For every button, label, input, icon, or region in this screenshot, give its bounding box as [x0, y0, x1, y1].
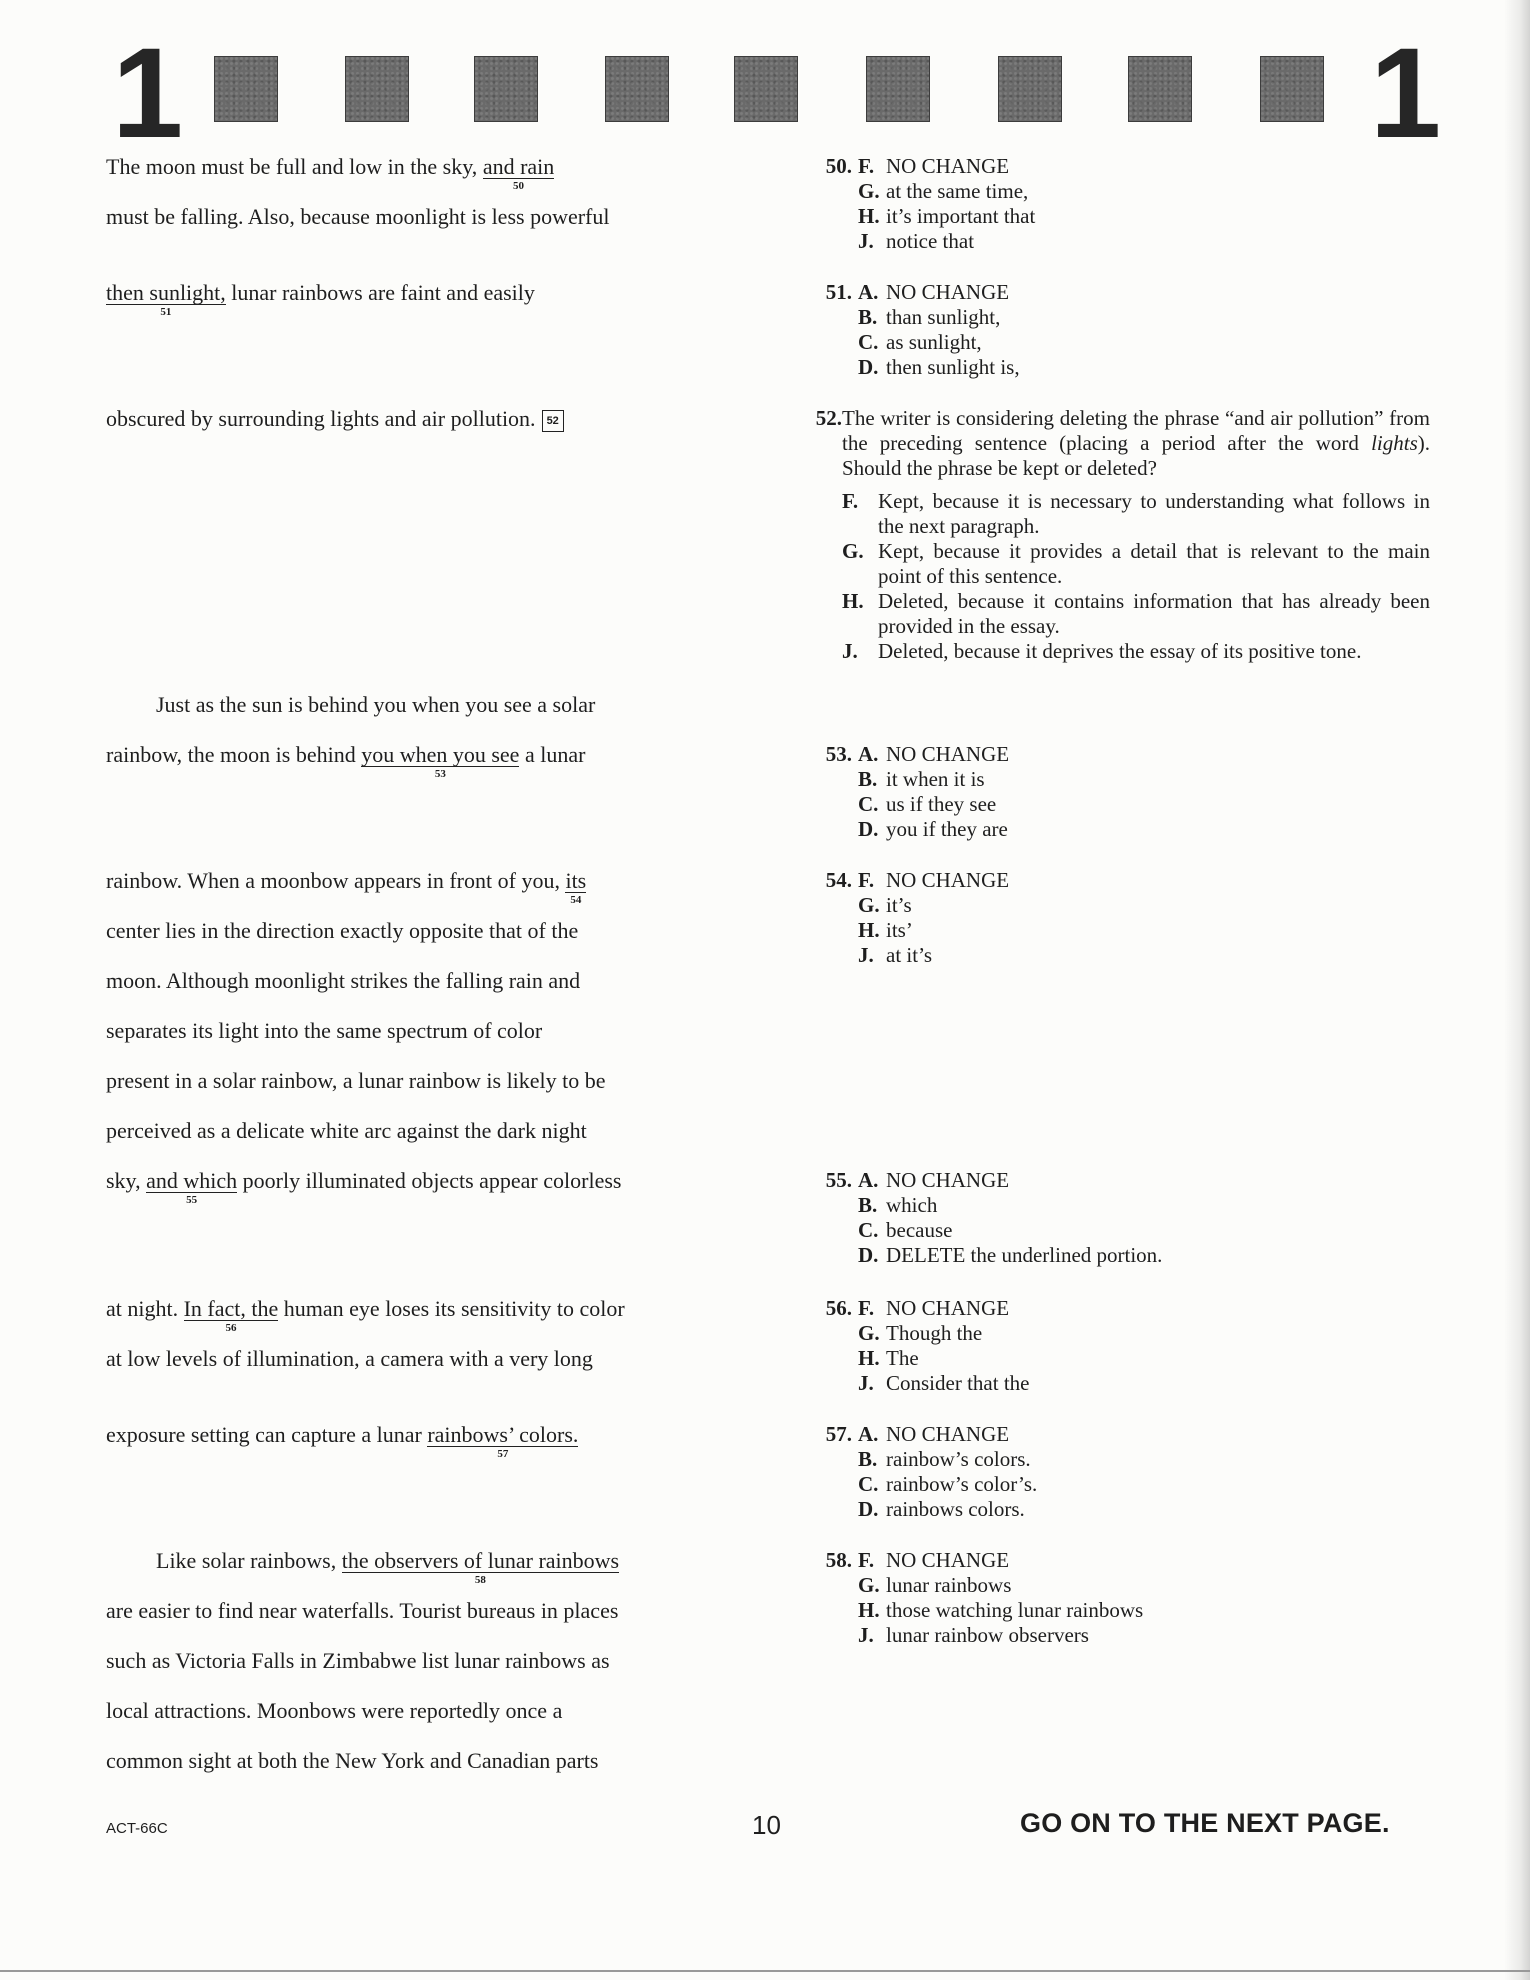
choice-letter: J. [842, 639, 858, 663]
passage-text: sky, [106, 1168, 147, 1193]
choice-text: Kept, because it is necessary to understanding what follows in the next paragraph. [878, 489, 1430, 538]
scan-edge-shadow [1504, 0, 1530, 1980]
answer-choice[interactable] [790, 1422, 1430, 1447]
choice-letter: F. [858, 868, 875, 892]
passage-line [106, 1748, 599, 1774]
question-55 [790, 1168, 1430, 1268]
question-stem: The writer is considering deleting the phrase “and air pollution” from the preceding sentence (placing a period after the word lights). Should the phrase be kept or deleted? [842, 406, 1430, 480]
choice-text: NO CHANGE [886, 1168, 1010, 1192]
answer-choice[interactable] [790, 1371, 1430, 1396]
underlined-text: you when you see [361, 742, 520, 767]
passage-line [106, 868, 587, 906]
choice-text: those watching lunar rainbows [886, 1598, 1144, 1622]
choice-letter: H. [842, 589, 864, 613]
header-square [605, 56, 669, 122]
choice-text: NO CHANGE [886, 868, 1010, 892]
answer-choice[interactable] [790, 539, 1430, 589]
choice-letter: J. [858, 1371, 874, 1395]
passage-text: such as Victoria Falls in Zimbabwe list lunar rainbows as [106, 1648, 610, 1673]
answer-choice[interactable] [790, 1472, 1430, 1497]
underlined-portion [341, 1548, 620, 1586]
question-53 [790, 742, 1430, 842]
choice-text: because [886, 1218, 953, 1242]
choice-letter: A. [858, 1422, 879, 1446]
section-number-left: 1 [112, 22, 184, 165]
answer-choice[interactable] [790, 589, 1430, 639]
choice-text: Though the [886, 1321, 983, 1345]
passage-text: moon. Although moonlight strikes the falling rain and [106, 968, 581, 993]
choice-text: lunar rainbows [886, 1573, 1012, 1597]
answer-choice[interactable] [790, 639, 1430, 664]
underline-question-number: 56 [225, 1322, 237, 1334]
underlined-text: In fact, the [183, 1296, 279, 1321]
choice-text: NO CHANGE [886, 154, 1010, 178]
passage-line [106, 1422, 579, 1460]
choice-text: then sunlight is, [886, 355, 1020, 379]
go-on-next-page: GO ON TO THE NEXT PAGE. [1020, 1808, 1390, 1838]
passage-line [106, 154, 555, 192]
choice-text: notice that [886, 229, 975, 253]
question-number: 57. [825, 1422, 852, 1446]
answer-choice[interactable] [790, 1623, 1430, 1648]
header-square [1128, 56, 1192, 122]
choice-text: NO CHANGE [886, 1422, 1010, 1446]
choice-letter: B. [858, 305, 878, 329]
choice-letter: D. [858, 817, 879, 841]
passage-text: present in a solar rainbow, a lunar rainbow is likely to be [106, 1068, 606, 1093]
choice-letter: C. [858, 330, 879, 354]
underlined-portion [361, 742, 520, 780]
choice-letter: C. [858, 1218, 879, 1242]
header-square [214, 56, 278, 122]
answer-choice[interactable] [790, 1243, 1430, 1268]
question-number: 52. [815, 406, 842, 430]
answer-choice[interactable] [790, 355, 1430, 380]
passage-line [106, 280, 535, 318]
underlined-text: then sunlight, [106, 280, 226, 305]
answer-choice[interactable] [790, 489, 1430, 539]
underlined-portion [427, 1422, 579, 1460]
passage-line [106, 742, 586, 780]
header-square [734, 56, 798, 122]
answer-choice[interactable] [790, 204, 1430, 229]
passage-text: at night. [106, 1296, 184, 1321]
choice-letter: A. [858, 1168, 879, 1192]
choice-text: it’s [886, 893, 912, 917]
choice-text: you if they are [886, 817, 1008, 841]
choice-text: which [886, 1193, 938, 1217]
passage-text: center lies in the direction exactly opposite that of the [106, 918, 579, 943]
question-number: 54. [825, 868, 852, 892]
passage-text: at low levels of illumination, a camera with a very long [106, 1346, 593, 1371]
answer-choice[interactable] [790, 330, 1430, 355]
question-number: 55. [825, 1168, 852, 1192]
underline-question-number: 53 [434, 768, 446, 780]
passage-text: The moon must be full and low in the sky, [106, 154, 483, 179]
choice-text: Deleted, because it contains information that has already been provided in the essay. [878, 589, 1430, 638]
answer-choice[interactable] [790, 229, 1430, 254]
choice-letter: H. [858, 1598, 880, 1622]
answer-choice[interactable] [790, 868, 1430, 893]
choice-letter: G. [858, 1321, 880, 1345]
passage-text: human eye loses its sensitivity to color [278, 1296, 625, 1321]
answer-choice[interactable] [790, 1296, 1430, 1321]
passage-line [106, 1068, 606, 1094]
answer-choice[interactable] [790, 280, 1430, 305]
underlined-text: rainbows’ colors. [427, 1422, 579, 1447]
choice-letter: C. [858, 792, 879, 816]
passage-line [106, 204, 610, 230]
passage-line [106, 1296, 625, 1334]
underline-question-number: 51 [160, 306, 172, 318]
choice-letter: D. [858, 1497, 879, 1521]
choice-text: it’s important that [886, 204, 1036, 228]
choice-letter: F. [858, 1548, 875, 1572]
passage-line [156, 1548, 620, 1586]
choice-letter: B. [858, 1447, 878, 1471]
header-square [1260, 56, 1324, 122]
answer-choice[interactable] [790, 1497, 1430, 1522]
choice-letter: G. [858, 1573, 880, 1597]
choice-letter: J. [858, 229, 874, 253]
question-51 [790, 280, 1430, 380]
question-57 [790, 1422, 1430, 1522]
answer-choice[interactable] [790, 792, 1430, 817]
question-number: 58. [825, 1548, 852, 1572]
choice-text: DELETE the underlined portion. [886, 1243, 1163, 1267]
underlined-portion [106, 280, 226, 318]
question-number: 50. [825, 154, 852, 178]
choice-letter: C. [858, 1472, 879, 1496]
question-number: 53. [825, 742, 852, 766]
passage-text: Just as the sun is behind you when you see a solar [156, 692, 596, 717]
answer-choice[interactable] [790, 893, 1430, 918]
underlined-text: and which [146, 1168, 238, 1193]
question-54 [790, 868, 1430, 968]
section-number-right: 1 [1370, 22, 1442, 165]
passage-line [106, 1018, 542, 1044]
choice-text: lunar rainbow observers [886, 1623, 1089, 1647]
passage-line [106, 1598, 618, 1624]
choice-letter: F. [842, 489, 859, 513]
choice-letter: B. [858, 1193, 878, 1217]
answer-choice[interactable] [790, 154, 1430, 179]
choice-letter: H. [858, 1346, 880, 1370]
answer-choice[interactable] [790, 1346, 1430, 1371]
choice-letter: F. [858, 154, 875, 178]
passage-text: common sight at both the New York and Canadian parts [106, 1748, 599, 1773]
passage-line [106, 1168, 622, 1206]
passage-text: perceived as a delicate white arc against the dark night [106, 1118, 587, 1143]
passage-text: are easier to find near waterfalls. Tourist bureaus in places [106, 1598, 619, 1623]
passage-text: exposure setting can capture a lunar [106, 1422, 428, 1447]
boxed-question-number: 52 [542, 410, 564, 432]
answer-choice[interactable] [790, 742, 1430, 767]
answer-choice[interactable] [790, 179, 1430, 204]
underline-question-number: 54 [570, 894, 582, 906]
passage-line [106, 1118, 587, 1144]
underline-question-number: 57 [497, 1448, 509, 1460]
choice-text: than sunlight, [886, 305, 1001, 329]
page-number: 10 [752, 1810, 781, 1840]
answer-choice[interactable] [790, 1218, 1430, 1243]
question-58 [790, 1548, 1430, 1648]
underlined-text: and rain [482, 154, 555, 179]
header-square [866, 56, 930, 122]
passage-line [106, 918, 578, 944]
passage-text: local attractions. Moonbows were reportedly once a [106, 1698, 563, 1723]
passage-line [106, 406, 564, 432]
question-number: 56. [825, 1296, 852, 1320]
choice-text: NO CHANGE [886, 1548, 1010, 1572]
answer-choice[interactable] [790, 1321, 1430, 1346]
choice-letter: D. [858, 355, 879, 379]
answer-choice[interactable] [790, 1193, 1430, 1218]
test-code: ACT-66C [106, 1820, 168, 1837]
scan-bottom-edge [0, 1970, 1530, 1972]
choice-letter: D. [858, 1243, 879, 1267]
answer-choice[interactable] [790, 1447, 1430, 1472]
question-50 [790, 154, 1430, 254]
passage-line [106, 968, 580, 994]
choice-text: us if they see [886, 792, 997, 816]
passage-line [106, 1648, 610, 1674]
choice-text: Consider that the [886, 1371, 1030, 1395]
underlined-text: its [565, 868, 587, 893]
choice-text: Kept, because it provides a detail that is relevant to the main point of this sentence. [878, 539, 1430, 588]
choice-text: NO CHANGE [886, 742, 1010, 766]
answer-choice[interactable] [790, 1168, 1430, 1193]
question-52 [790, 406, 1430, 664]
choice-text: it when it is [886, 767, 985, 791]
choice-text: NO CHANGE [886, 280, 1010, 304]
choice-letter: H. [858, 204, 880, 228]
choice-text: its’ [886, 918, 913, 942]
header-square [474, 56, 538, 122]
underlined-portion [146, 1168, 238, 1206]
choice-text: as sunlight, [886, 330, 982, 354]
choice-letter: B. [858, 767, 878, 791]
choice-text: rainbows colors. [886, 1497, 1025, 1521]
answer-choice[interactable] [790, 1598, 1430, 1623]
passage-line [156, 692, 595, 718]
passage-text: obscured by surrounding lights and air pollution. [106, 406, 536, 431]
passage-text: separates its light into the same spectrum of color [106, 1018, 543, 1043]
choice-letter: F. [858, 1296, 875, 1320]
answer-choice[interactable] [790, 943, 1430, 968]
underlined-portion [183, 1296, 279, 1334]
answer-choice[interactable] [790, 767, 1430, 792]
answer-choice[interactable] [790, 1548, 1430, 1573]
header-square-bar [0, 0, 1530, 140]
answer-choice[interactable] [790, 918, 1430, 943]
choice-letter: A. [858, 280, 879, 304]
question-number: 51. [825, 280, 852, 304]
choice-letter: G. [858, 179, 880, 203]
choice-letter: J. [858, 1623, 874, 1647]
choice-letter: J. [858, 943, 874, 967]
underlined-portion [482, 154, 555, 192]
choice-letter: H. [858, 918, 880, 942]
choice-text: rainbow’s color’s. [886, 1472, 1038, 1496]
passage-text: must be falling. Also, because moonlight is less powerful [106, 204, 610, 229]
underlined-text: the observers of lunar rainbows [341, 1548, 620, 1573]
header-square [345, 56, 409, 122]
underline-question-number: 50 [513, 180, 525, 192]
choice-text: NO CHANGE [886, 1296, 1010, 1320]
passage-text: rainbow. When a moonbow appears in front of you, [106, 868, 566, 893]
choice-text: Deleted, because it deprives the essay of its positive tone. [878, 639, 1362, 663]
passage-text: lunar rainbows are faint and easily [225, 280, 535, 305]
choice-text: rainbow’s colors. [886, 1447, 1031, 1471]
choice-letter: G. [858, 893, 880, 917]
underlined-portion [565, 868, 587, 906]
passage-text: a lunar [519, 742, 586, 767]
question-56 [790, 1296, 1430, 1396]
choice-text: at it’s [886, 943, 933, 967]
passage-line [106, 1698, 562, 1724]
passage-line [106, 1346, 593, 1372]
underline-question-number: 55 [186, 1194, 198, 1206]
answer-choice[interactable] [790, 1573, 1430, 1598]
choice-letter: A. [858, 742, 879, 766]
choice-letter: G. [842, 539, 864, 563]
choice-text: The [886, 1346, 919, 1370]
passage-text: Like solar rainbows, [156, 1548, 342, 1573]
answer-choice[interactable] [790, 817, 1430, 842]
passage-text: rainbow, the moon is behind [106, 742, 362, 767]
choice-text: at the same time, [886, 179, 1029, 203]
header-square [998, 56, 1062, 122]
answer-choice[interactable] [790, 305, 1430, 330]
underline-question-number: 58 [474, 1574, 486, 1586]
passage-text: poorly illuminated objects appear colorless [237, 1168, 622, 1193]
